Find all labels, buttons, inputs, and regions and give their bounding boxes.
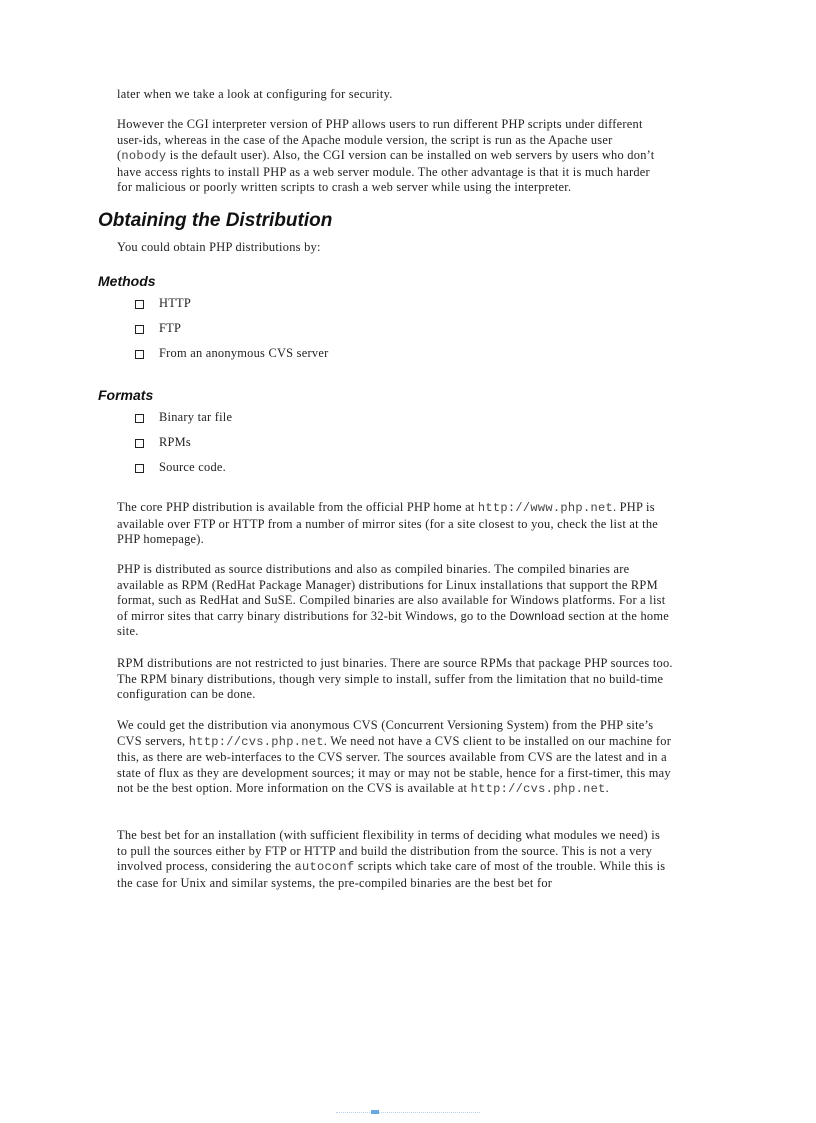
format-source: Source code. bbox=[159, 460, 226, 474]
format-rpms: RPMs bbox=[159, 435, 191, 449]
list-item bbox=[135, 460, 232, 485]
intro-line: later when we take a look at configuring for security. bbox=[117, 87, 393, 101]
list-item bbox=[135, 321, 328, 346]
method-http: HTTP bbox=[159, 296, 191, 310]
list-item bbox=[135, 296, 328, 321]
footer-marker-icon bbox=[371, 1110, 379, 1114]
method-cvs: From an anonymous CVS server bbox=[159, 346, 329, 360]
code-autoconf: autoconf bbox=[294, 860, 355, 875]
core-text-a: The core PHP distribution is available from the official PHP home at bbox=[117, 500, 478, 514]
checkbox-bullet-icon bbox=[135, 414, 144, 423]
list-item bbox=[135, 410, 232, 435]
cvs-text-b: . We need not have a CVS client to be installed on our machine for this, as there are web-interfaces to the CVS server. The sources available from CVS are the latest and in a state of flux as they are development sources; it may or may not be stable, hence for a first-timer, this may not be the best option. More information on the CVS is available at bbox=[117, 733, 672, 796]
core-text-b: . PHP is available over FTP or HTTP from a number of mirror sites (for a site closest to you, check the list at the PHP homepage). bbox=[117, 500, 659, 547]
checkbox-bullet-icon bbox=[135, 300, 144, 309]
methods-heading: Methods bbox=[98, 273, 156, 289]
download-link[interactable]: Download bbox=[509, 608, 565, 623]
checkbox-bullet-icon bbox=[135, 464, 144, 473]
method-ftp: FTP bbox=[159, 321, 182, 335]
cvs-php-net-link[interactable]: http://cvs.php.net bbox=[188, 734, 324, 749]
cvs-paragraph bbox=[117, 718, 677, 798]
intro-text-a: However the CGI interpreter version of PHP allows users to run different PHP scripts under different user-ids, whereas in the case of the Apache module version, the script is run as the Apache user ( bbox=[117, 117, 643, 163]
formats-heading: Formats bbox=[98, 387, 154, 403]
page-footer-mark bbox=[336, 1112, 480, 1121]
cvs-php-net-link-2[interactable]: http://cvs.php.net bbox=[470, 782, 606, 797]
intro-paragraph bbox=[117, 117, 665, 196]
formats-list bbox=[135, 410, 232, 485]
best-text-b: scripts which take care of most of the trouble. While this is the case for Unix and similar systems, the pre-compiled binaries are the best bet for bbox=[117, 859, 666, 890]
cvs-text-c: . bbox=[605, 781, 609, 796]
best-text-a: The best bet for an installation (with sufficient flexibility in terms of deciding what modules we need) is to pull the sources either by FTP or HTTP and build the distribution from the source. This is not a very involved process, considering the bbox=[117, 828, 661, 874]
php-net-link[interactable]: http://www.php.net bbox=[477, 501, 613, 515]
section-lead: You could obtain PHP distributions by: bbox=[117, 240, 321, 254]
list-item bbox=[135, 435, 232, 460]
checkbox-bullet-icon bbox=[135, 325, 144, 334]
cvs-text-a: We could get the distribution via anonymous CVS (Concurrent Versioning System) from the PHP site’s CVS servers, bbox=[117, 718, 654, 748]
best-bet-paragraph bbox=[117, 828, 673, 891]
section-title: Obtaining the Distribution bbox=[98, 210, 333, 231]
rpm-paragraph: RPM distributions are not restricted to just binaries. There are source RPMs that package PHP sources too. The RPM binary distributions, though very simple to install, suffer from the limitation that no build-time configuration can be done. bbox=[117, 656, 673, 702]
checkbox-bullet-icon bbox=[135, 439, 144, 448]
binaries-text-b: section at the home site. bbox=[117, 608, 669, 639]
list-item bbox=[135, 346, 328, 371]
checkbox-bullet-icon bbox=[135, 350, 144, 359]
intro-text-b: is the default user). Also, the CGI version can be installed on web servers by users who don’t have access rights to install PHP as a web server module. The other advantage is that it is much harder for malicious or poorly written scripts to crash a web server while using the interpreter. bbox=[117, 148, 655, 195]
core-distribution-paragraph bbox=[117, 500, 665, 548]
methods-list bbox=[135, 296, 328, 371]
binaries-paragraph bbox=[117, 562, 669, 640]
binaries-text-a: PHP is distributed as source distributions and also as compiled binaries. The compiled binaries are available as RPM (RedHat Package Manager) distributions for Linux installations that support the RPM format, such as RedHat and SuSE. Compiled binaries are also available for Windows platforms. For a list of mirror sites that carry binary distributions for 32-bit Windows, go to the bbox=[117, 562, 666, 623]
format-tar: Binary tar file bbox=[159, 410, 233, 424]
code-nobody: nobody bbox=[121, 149, 167, 164]
